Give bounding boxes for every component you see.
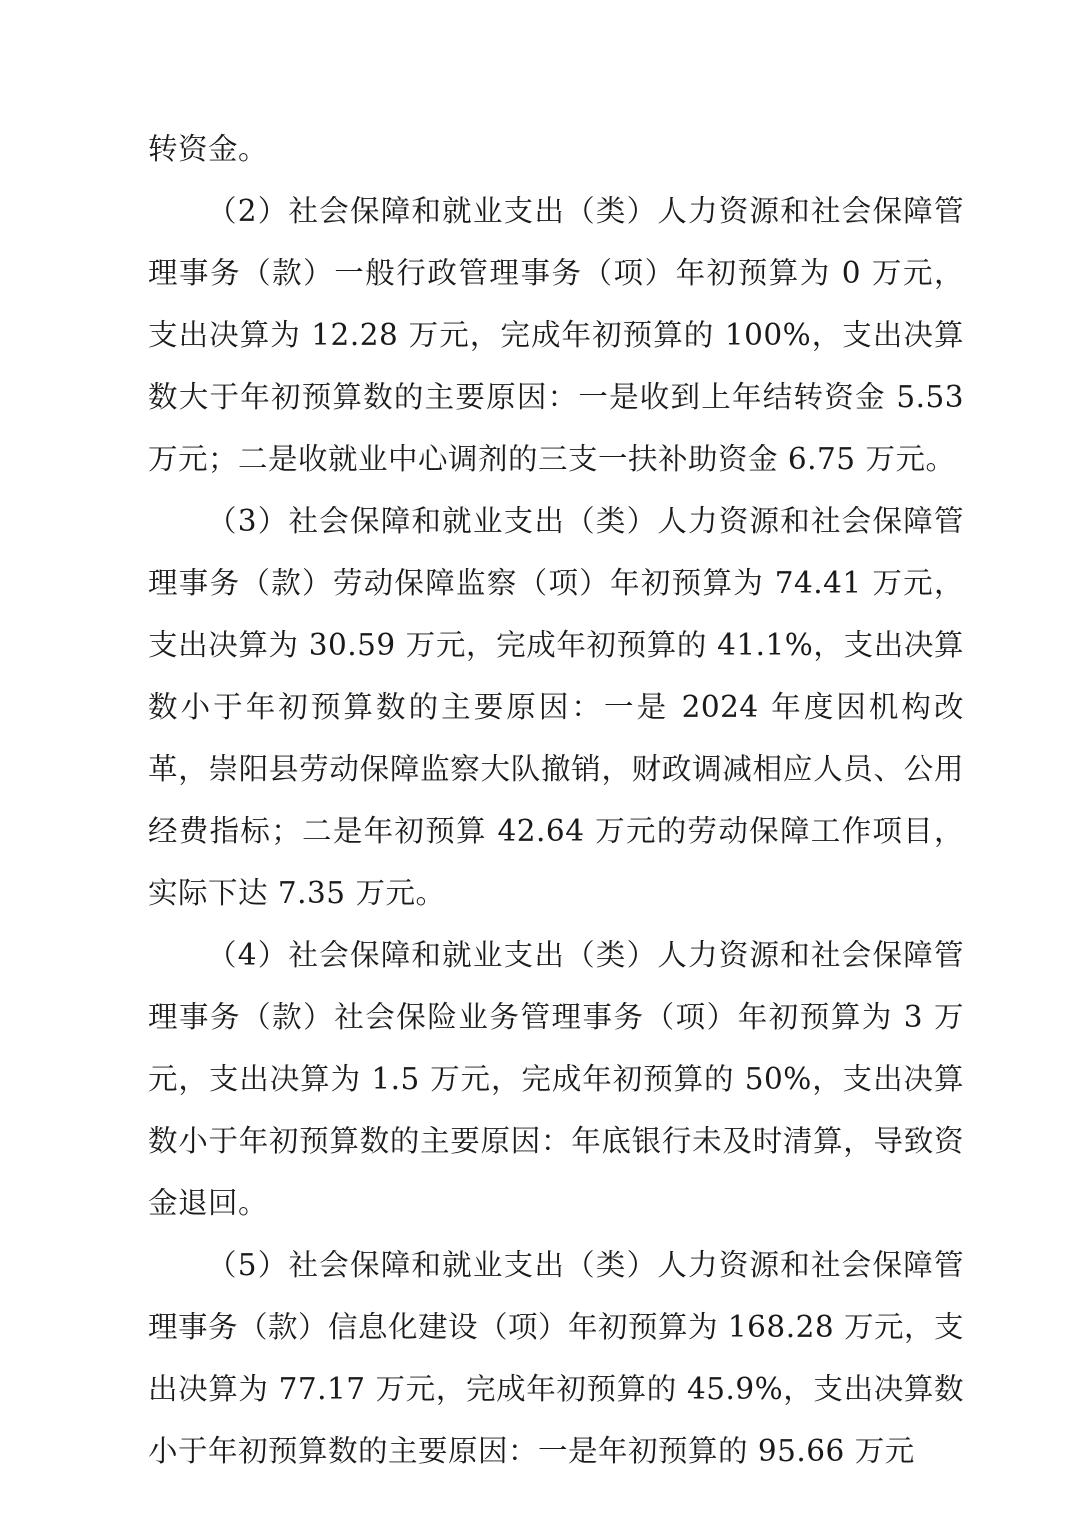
- paragraph-item-5: （5）社会保障和就业支出（类）人力资源和社会保障管理事务（款）信息化建设（项）年初预算为 168.28 万元，支出决算为 77.17 万元，完成年初预算的 45.9%，支出决算数小于年初预算数的主要原因：一是年初预算的 95.66 万元: [148, 1248, 964, 1468]
- document-body: [148, 118, 964, 1482]
- paragraph-continuation: 转资金。: [148, 132, 269, 166]
- paragraph-item-4: （4）社会保障和就业支出（类）人力资源和社会保障管理事务（款）社会保险业务管理事务（项）年初预算为 3 万元，支出决算为 1.5 万元，完成年初预算的 50%，支出决算数小于年初预算数的主要原因：年底银行未及时清算，导致资金退回。: [148, 938, 964, 1220]
- paragraph-item-2: （2）社会保障和就业支出（类）人力资源和社会保障管理事务（款）一般行政管理事务（项）年初预算为 0 万元，支出决算为 12.28 万元，完成年初预算的 100%，支出决算数大于年初预算数的主要原因：一是收到上年结转资金 5.53 万元；二是收就业中心调剂的三支一扶补助资金 6.75 万元。: [148, 194, 964, 476]
- paragraph-item-3: （3）社会保障和就业支出（类）人力资源和社会保障管理事务（款）劳动保障监察（项）年初预算为 74.41 万元，支出决算为 30.59 万元，完成年初预算的 41.1%，支出决算数小于年初预算数的主要原因：一是 2024 年度因机构改革，崇阳县劳动保障监察大队撤销，财政调减相应人员、公用经费指标；二是年初预算 42.64 万元的劳动保障工作项目，实际下达 7.35 万元。: [148, 504, 964, 910]
